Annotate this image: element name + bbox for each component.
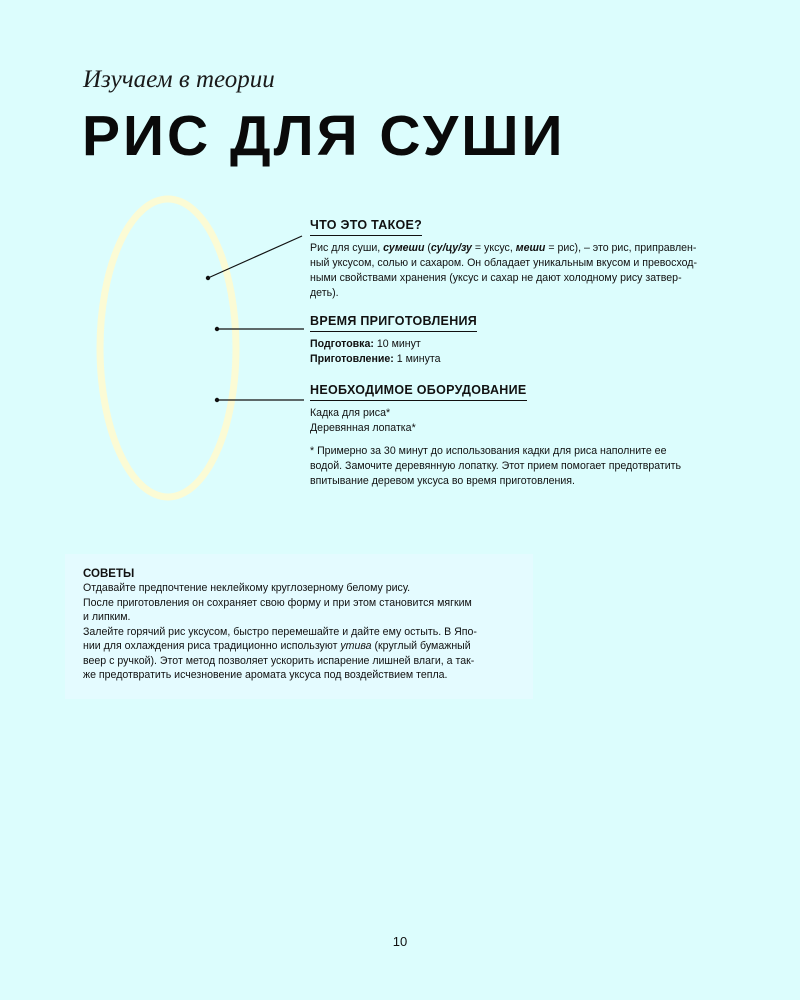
subtitle: Изучаем в теории: [83, 66, 275, 93]
callout-dot-time: [215, 327, 219, 331]
section-cooking-time: [310, 312, 740, 367]
tips-box: [65, 554, 533, 699]
section-body: Рис для суши, сумеши (су/цу/зу = уксус, меши = рис), – это рис, приправлен- ный уксусом, солью и сахаром. Он обладает уникальным вкусом и превосход- ными свойствами хранения (уксус и сахар не дают холодному рису затвер- деть).: [310, 242, 697, 299]
section-body: Подготовка: 10 минут Приготовление: 1 минута: [310, 338, 441, 365]
list-item: Кадка для риса*: [310, 407, 391, 419]
callout-dot-what: [206, 276, 210, 280]
callout-dot-equipment: [215, 398, 219, 402]
section-equipment: [310, 381, 740, 436]
section-what-is-it: [310, 216, 740, 301]
section-heading: НЕОБХОДИМОЕ ОБОРУДОВАНИЕ: [310, 383, 527, 401]
tips-body: Отдавайте предпочтение неклейкому круглозерному белому рису. После приготовления он сохраняет свою форму и при этом становится мягким и липким. Залейте горячий рис уксусом, быстро перемешайте и дайте ему остыть. В Япо- нии для охлаждения риса традиционно используют утива (круглый бумажный веер с ручкой). Этот метод позволяет ускорить испарение лишней влаги, а так- же предотвратить исчезновение аромата уксуса под воздействием тепла.: [83, 582, 477, 681]
section-heading: ВРЕМЯ ПРИГОТОВЛЕНИЯ: [310, 314, 477, 332]
tips-heading: СОВЕТЫ: [83, 568, 135, 580]
section-heading: ЧТО ЭТО ТАКОЕ?: [310, 218, 422, 236]
page-number: 10: [392, 934, 408, 949]
rice-grain-body: [104, 203, 232, 493]
section-body: [310, 406, 740, 436]
footnote: * Примерно за 30 минут до использования кадки для риса наполните ее водой. Замочите деревянную лопатку. Этот прием помогает предотвратить впитывание деревом уксуса во время приготовления.: [310, 445, 682, 487]
page-title: РИС ДЛЯ СУШИ: [82, 104, 566, 168]
list-item: Деревянная лопатка*: [310, 422, 416, 434]
